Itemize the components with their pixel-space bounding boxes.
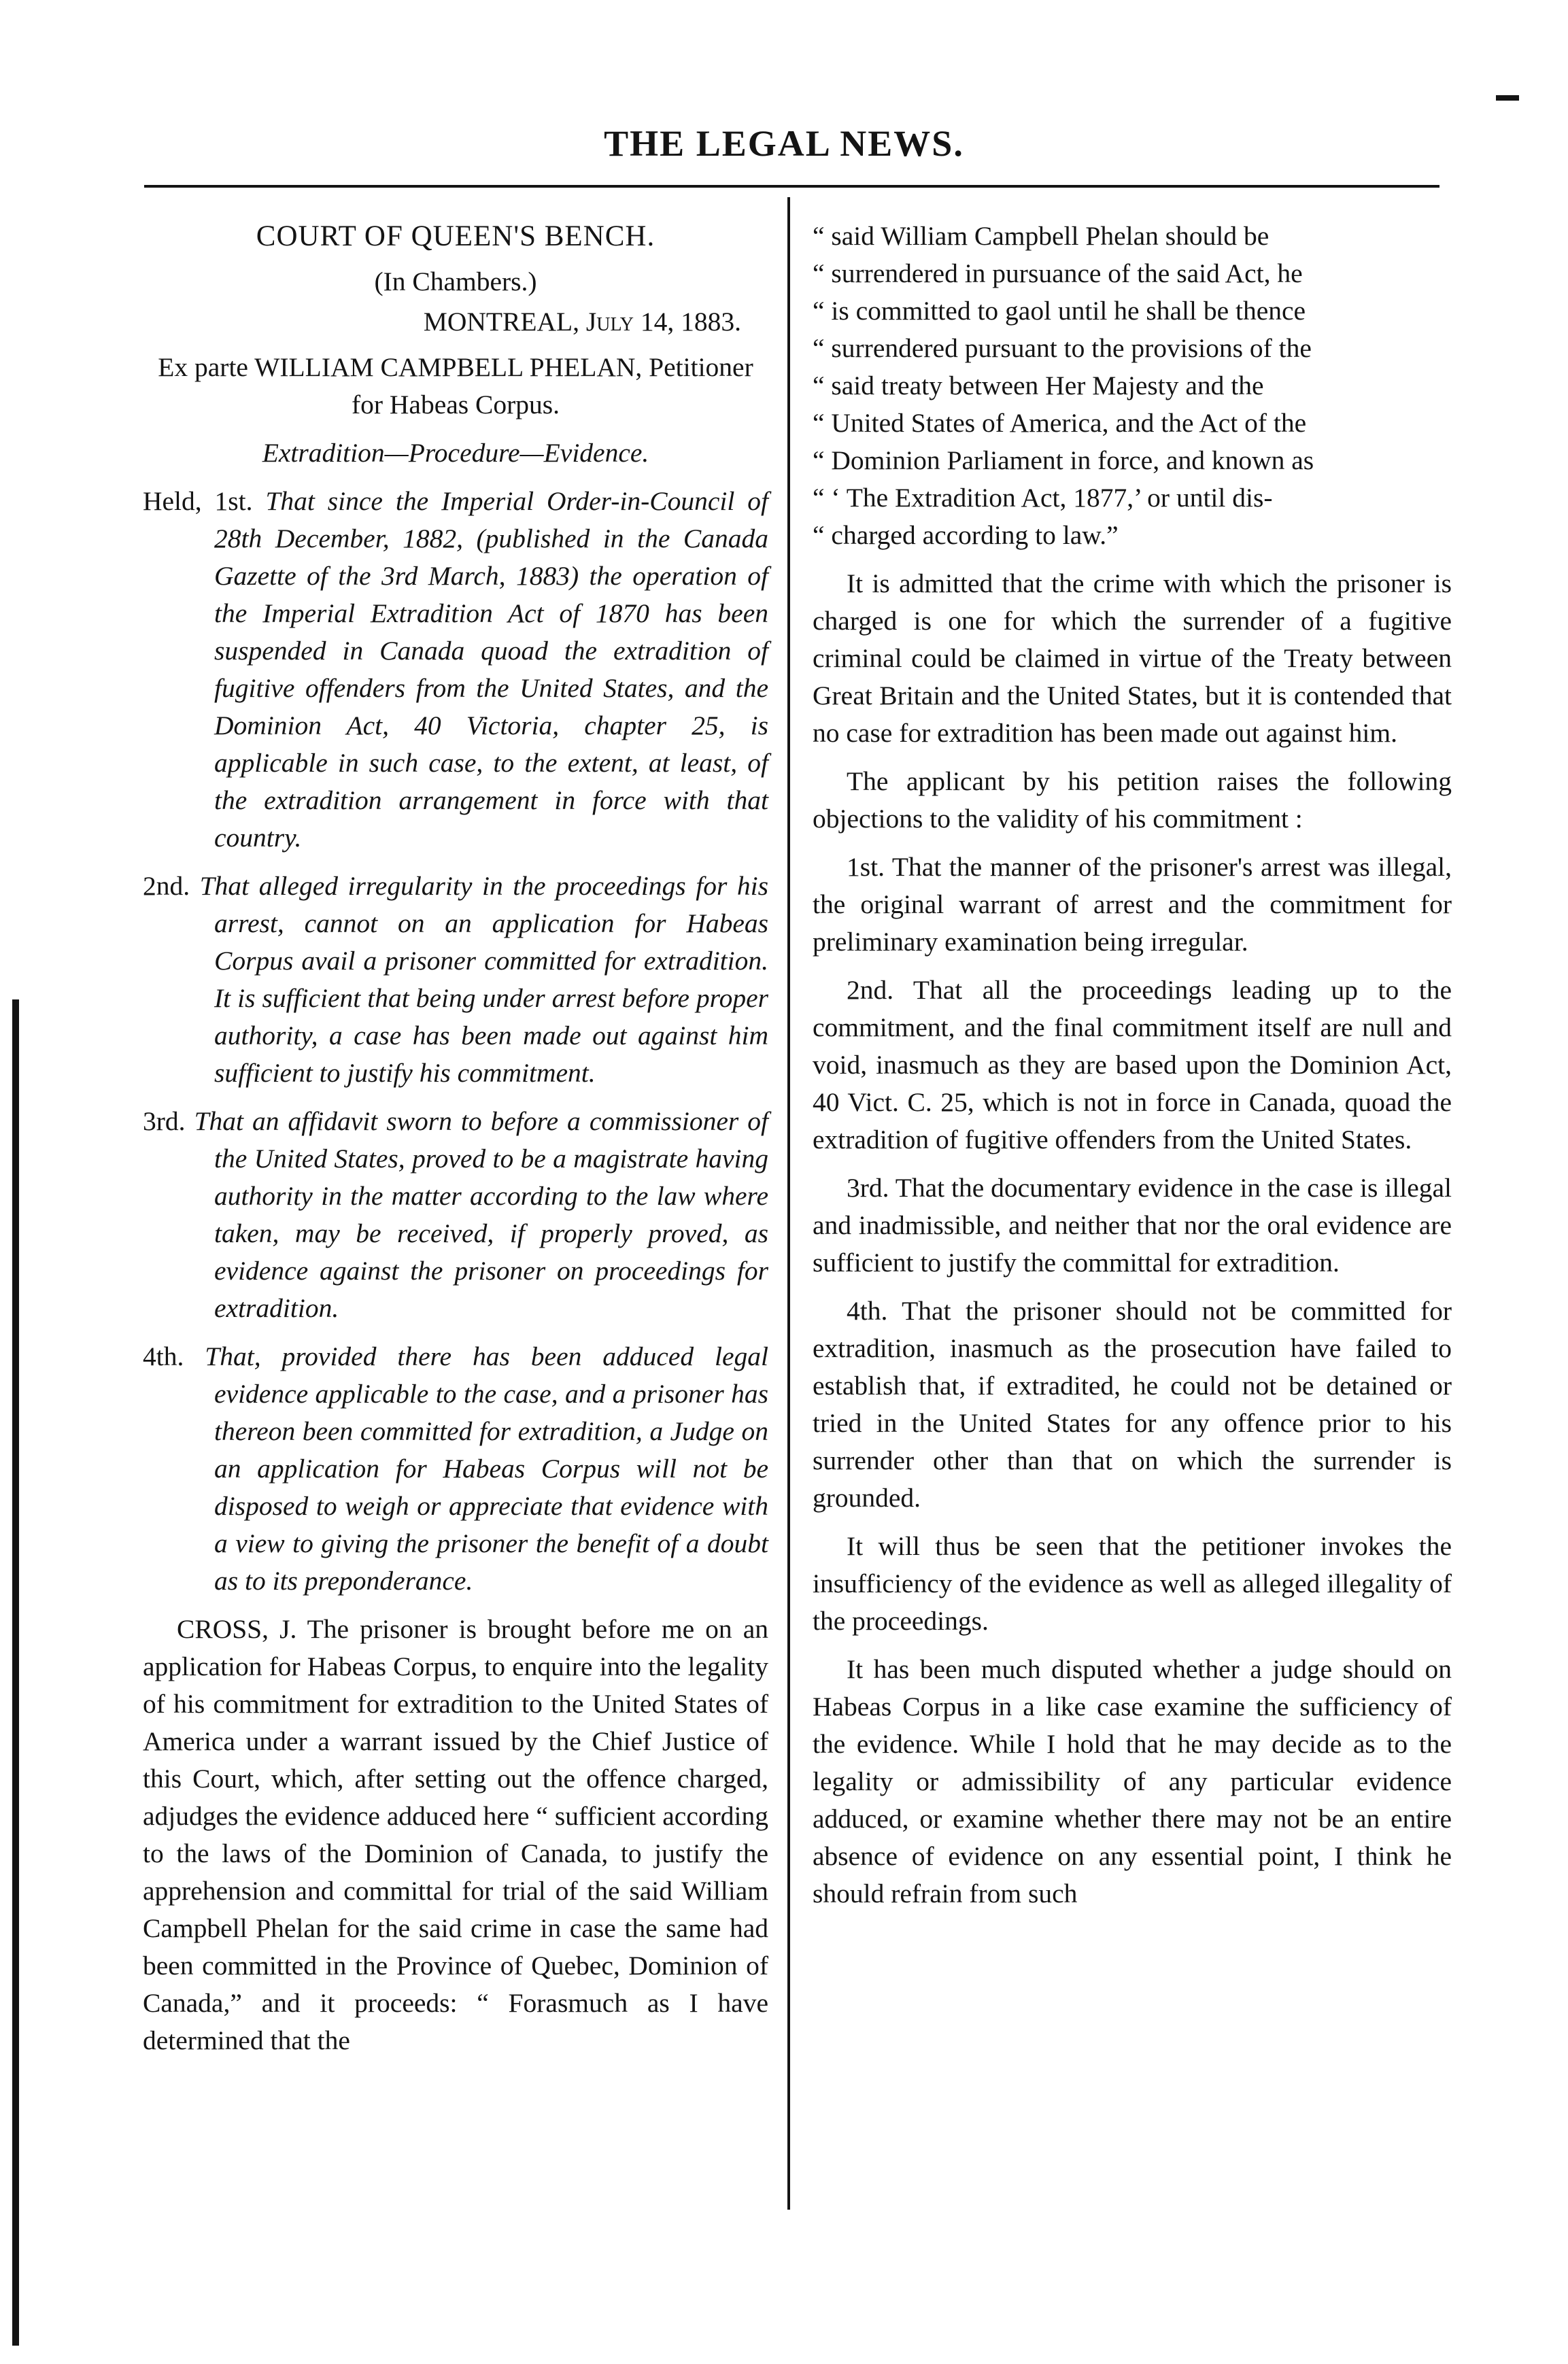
left-column: [143, 218, 768, 2070]
quote-line: “ surrendered in pursuance of the said Act, he: [813, 258, 1303, 288]
judge-name: CROSS, J.: [177, 1614, 297, 1644]
judgment-opening: [143, 1611, 768, 2059]
objection-1: 1st. That the manner of the prisoner's arrest was illegal, the original warrant of arrest and the commitment for preliminary examination being irregular.: [813, 852, 1452, 957]
headnote-4-label: 4th.: [143, 1341, 184, 1371]
body-paragraph: It has been much disputed whether a judge should on Habeas Corpus in a like case examine the sufficiency of the evidence. While I hold that he may decide as to the legality or admissibility of any particular evidence adduced, or examine whether there may not be an entire absence of evidence on any essential point, I think he should refrain from such: [813, 1654, 1452, 1908]
quote-line: “ surrendered pursuant to the provisions of the: [813, 333, 1312, 363]
quote-line: “ Dominion Parliament in force, and known as: [813, 445, 1314, 475]
headnote-1-text: That since the Imperial Order-in-Council of 28th December, 1882, (published in the Canada Gazette of the 3rd March, 1883) the operation of the Imperial Extradition Act of 1870 has been suspended in Canada quoad the extradition of fugitive offenders from the United States, and the Dominion Act, 40 Victoria, chapter 25, is applicable in such case, to the extent, at least, of the extradition arrangement in force with that country.: [214, 486, 768, 853]
headnote-4: [143, 1338, 768, 1600]
headnote-1: [143, 483, 768, 857]
chambers-note: (In Chambers.): [374, 267, 537, 296]
objection-3: 3rd. That the documentary evidence in the case is illegal and inadmissible, and neither that nor the oral evidence are sufficient to justify the committal for extradition.: [813, 1173, 1452, 1278]
running-head: THE LEGAL NEWS.: [604, 123, 964, 164]
dateline: MONTREAL, July 14, 1883.: [423, 307, 741, 337]
quote-line: “ United States of America, and the Act of the: [813, 408, 1307, 438]
topic-line: Extradition—Procedure—Evidence.: [262, 438, 649, 468]
headnote-4-text: That, provided there has been adduced legal evidence applicable to the case, and a prisoner has thereon been committed for extradition, a Judge on an application for Habeas Corpus will not be disposed to weigh or appreciate that evidence with a view to giving the prisoner the benefit of a doubt as to its preponderance.: [205, 1341, 768, 1596]
quote-line: “ charged according to law.”: [813, 520, 1119, 550]
headnote-3-label: 3rd.: [143, 1106, 186, 1136]
body-paragraph: It is admitted that the crime with which the prisoner is charged is one for which the surrender of a fugitive criminal could be claimed in virtue of the Treaty between Great Britain and the United States, but it is contended that no case for extradition has been made out against him.: [813, 568, 1452, 748]
binding-edge-mark: [12, 999, 19, 2346]
column-divider: [787, 197, 790, 2210]
headnote-2-label: 2nd.: [143, 871, 190, 901]
court-heading: COURT OF QUEEN'S BENCH.: [256, 220, 655, 252]
case-caption: Ex parte WILLIAM CAMPBELL PHELAN, Petitioner for Habeas Corpus.: [158, 352, 753, 419]
body-paragraph: It will thus be seen that the petitioner invokes the insufficiency of the evidence as well as alleged illegality of the proceedings.: [813, 1531, 1452, 1636]
headnote-1-label: Held, 1st.: [143, 486, 253, 516]
headnote-2-text: That alleged irregularity in the proceedings for his arrest, cannot on an application for Habeas Corpus avail a prisoner committed for extradition. It is sufficient that being under arrest before proper authority, a case has been made out against him sufficient to justify his commitment.: [199, 871, 769, 1088]
quote-line: “ said William Campbell Phelan should be: [813, 221, 1269, 251]
quote-line: “ ‘ The Extradition Act, 1877,’ or until dis-: [813, 483, 1273, 513]
corner-mark: [1496, 95, 1519, 101]
right-column: [813, 218, 1452, 1923]
objection-4: 4th. That the prisoner should not be committed for extradition, inasmuch as the prosecution have failed to establish that, if extradited, he could not be detained or tried in the United States for any offence prior to his surrender other than that on which the surrender is grounded.: [813, 1296, 1452, 1513]
headnote-3: [143, 1103, 768, 1327]
headnote-3-text: That an affidavit sworn to before a commissioner of the United States, proved to be a magistrate having authority in the matter according to the law where taken, may be received, if properly proved, as evidence against the prisoner on proceedings for extradition.: [194, 1106, 769, 1323]
objection-2: 2nd. That all the proceedings leading up to the commitment, and the final commitment itself are null and void, inasmuch as they are based upon the Dominion Act, 40 Vict. C. 25, which is not in force in Canada, quoad the extradition of fugitive offenders from the United States.: [813, 975, 1452, 1154]
header-rule: [144, 185, 1439, 188]
body-paragraph: The applicant by his petition raises the following objections to the validity of his commitment :: [813, 766, 1452, 834]
judgment-text: The prisoner is brought before me on an application for Habeas Corpus, to enquire into the legality of his commitment for extradition to the United States of America under a warrant issued by the Chief Justice of this Court, which, after setting out the offence charged, adjudges the evidence adduced here “ sufficient according to the laws of the Dominion of Canada, to justify the apprehension and committal for trial of the said William Campbell Phelan for the said crime in case the same had been committed in the Province of Quebec, Dominion of Canada,” and it proceeds: “ Forasmuch as I have determined that the: [143, 1614, 768, 2055]
quote-line: “ is committed to gaol until he shall be thence: [813, 296, 1306, 326]
quote-line: “ said treaty between Her Majesty and the: [813, 371, 1264, 400]
headnote-2: [143, 868, 768, 1092]
